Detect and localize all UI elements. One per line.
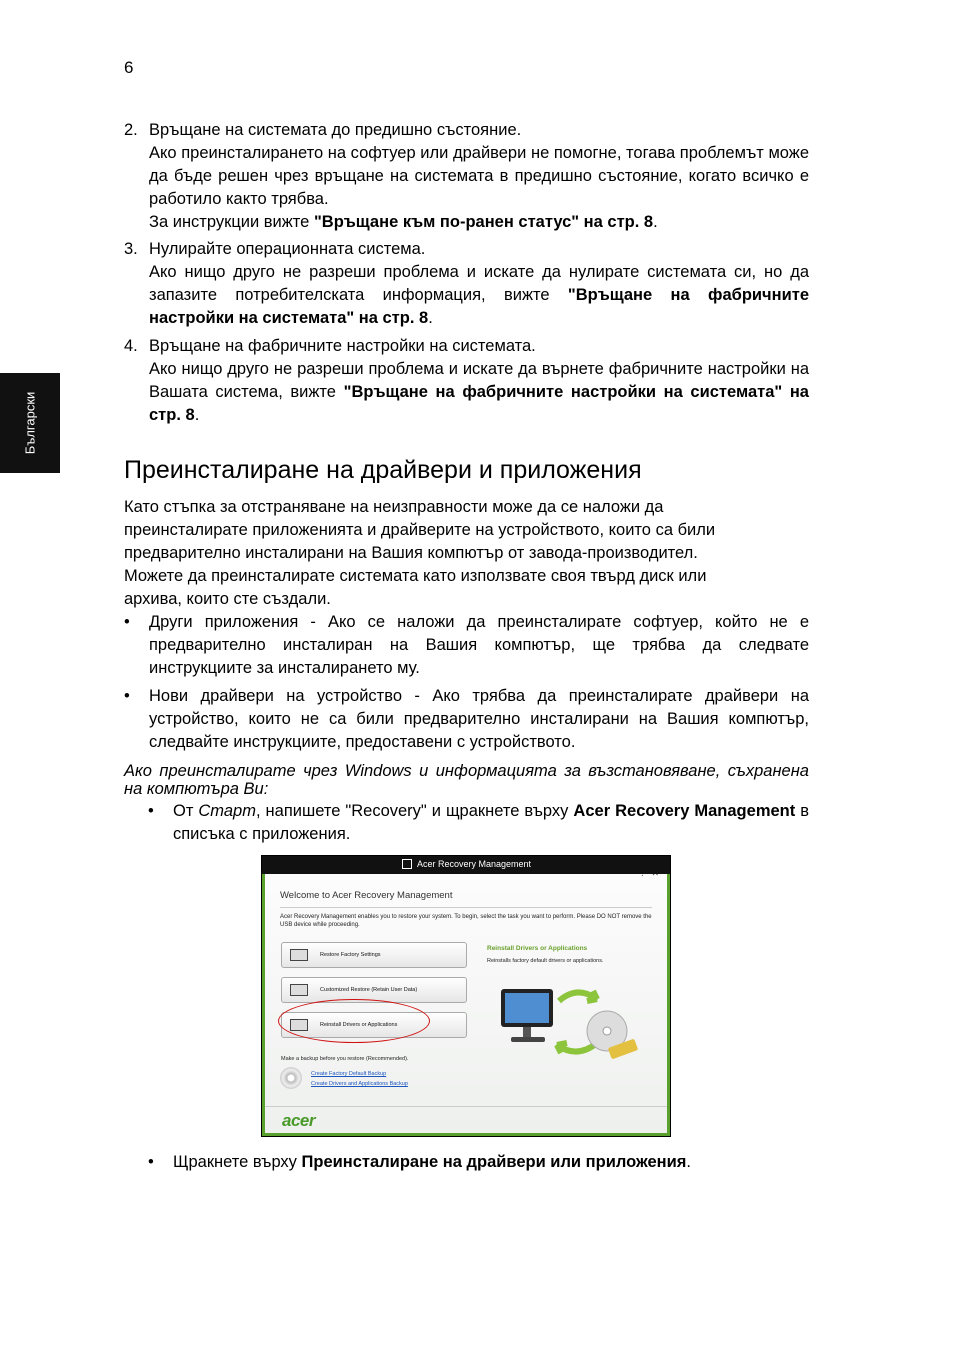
- step-text: Ако нищо друго не разреши проблема и искате да нулирате системата си, но да запазите потребителската информация, вижте "Връщане на фабричните настройки на системата" на стр. 8.: [149, 263, 809, 327]
- bullet-symbol: •: [124, 613, 130, 631]
- step-number: 3.: [124, 240, 138, 258]
- acer-logo: acer: [282, 1111, 315, 1130]
- step-text: Ако нищо друго не разреши проблема и искате да върнете фабричните настройки на Вашата система, вижте "Връщане на фабричните настройки на системата" на стр. 8.: [149, 360, 809, 424]
- step-number: 2.: [124, 121, 138, 139]
- drive-icon: [290, 984, 308, 996]
- restore-factory-settings-button: Restore Factory Settings: [281, 942, 467, 968]
- right-title: Reinstall Drivers or Applications: [487, 945, 588, 952]
- bullet-symbol: •: [148, 802, 154, 820]
- reinstall-drivers-button: Reinstall Drivers or Applications: [281, 1012, 467, 1038]
- reference-link: "Връщане към по-ранен статус" на стр. 8: [313, 213, 654, 231]
- drive-icon: [290, 949, 308, 961]
- intro-paragraph: Като стъпка за отстраняване на неизправности може да се наложи да преинсталирате приложенията и драйверите на устройството, които са били предварително инсталирани на Вашия компютър от завода-производител. Можете да преинсталирате системата като използвате своя твърд диск или архива, които сте създали.: [124, 498, 716, 608]
- step-number: 4.: [124, 337, 138, 355]
- section-heading: Преинсталиране на драйвери и приложения: [124, 456, 642, 484]
- window-titlebar: [262, 856, 670, 874]
- divider: [280, 907, 652, 908]
- step-2: [124, 119, 809, 234]
- reference-link: "Връщане на фабричните настройки на системата" на стр. 8: [149, 286, 809, 327]
- language-tab-label: Български: [22, 391, 38, 455]
- description-text: Acer Recovery Management enables you to restore your system. To begin, select the task you want to perform. Please DO NOT remove the USB device while proceeding.: [280, 914, 652, 928]
- bullet-other-apps: • Други приложения - Ако се наложи да преинсталирате софтуер, който не е предварително инсталиран на Вашия компютър, ще трябва да следвате инструкциите за инсталирането му.: [124, 613, 809, 677]
- create-drivers-backup-link: Create Drivers and Applications Backup: [311, 1081, 408, 1087]
- customized-restore-button: Customized Restore (Retain User Data): [281, 977, 467, 1003]
- backup-label: Make a backup before you restore (Recommended).: [281, 1056, 409, 1062]
- bullet-symbol: •: [148, 1153, 154, 1171]
- welcome-text: Welcome to Acer Recovery Management: [280, 890, 453, 901]
- step-text: Ако преинсталирането на софтуер или драйвери не помогне, тогава проблемът може да бъде решен чрез връщане на системата в предишно състояние, когато всичко е работило както трябва.: [149, 144, 809, 208]
- bullet-symbol: •: [124, 687, 130, 705]
- step-reference: За инструкции вижте "Връщане към по-ранен статус" на стр. 8.: [149, 213, 658, 231]
- italic-note: Ако преинсталирате чрез Windows и информацията за възстановяване, съхранена на компютъра Ви:: [124, 762, 809, 798]
- create-factory-backup-link: Create Factory Default Backup: [311, 1071, 387, 1077]
- reference-link: "Връщане на фабричните настройки на системата" на стр. 8: [149, 383, 809, 424]
- step-4: [124, 335, 809, 427]
- bottom-divider: [265, 1106, 667, 1107]
- disc-icon: [280, 1067, 302, 1089]
- page-number: 6: [124, 58, 134, 77]
- sub-bullet-click: • Щракнете върху Преинсталиране на драйвери или приложения.: [148, 1151, 809, 1174]
- step-3: [124, 238, 809, 330]
- app-icon: [402, 859, 412, 869]
- reinstall-illustration-icon: [497, 981, 642, 1066]
- highlight-circle: [278, 999, 430, 1043]
- step-title: Нулирайте операционната система.: [149, 240, 426, 258]
- window-title: Acer Recovery Management: [417, 859, 532, 869]
- step-title: Връщане на фабричните настройки на системата.: [149, 337, 536, 355]
- sub-bullet-start: • От Старт, напишете "Recovery" и щракнете върху Acer Recovery Management в списъка с приложения.: [148, 802, 810, 843]
- right-description: Reinstalls factory default drivers or applications.: [487, 958, 604, 964]
- bullet-new-drivers: • Нови драйвери на устройство - Ако трябва да преинсталирате драйвери на устройство, които не са били предварително инсталирани на Вашия компютър, следвайте инструкциите, предоставени с устройството.: [124, 687, 809, 751]
- language-side-tab: [0, 373, 60, 473]
- acer-recovery-screenshot: [261, 855, 671, 1137]
- step-title: Връщане на системата до предишно състояние.: [149, 121, 522, 139]
